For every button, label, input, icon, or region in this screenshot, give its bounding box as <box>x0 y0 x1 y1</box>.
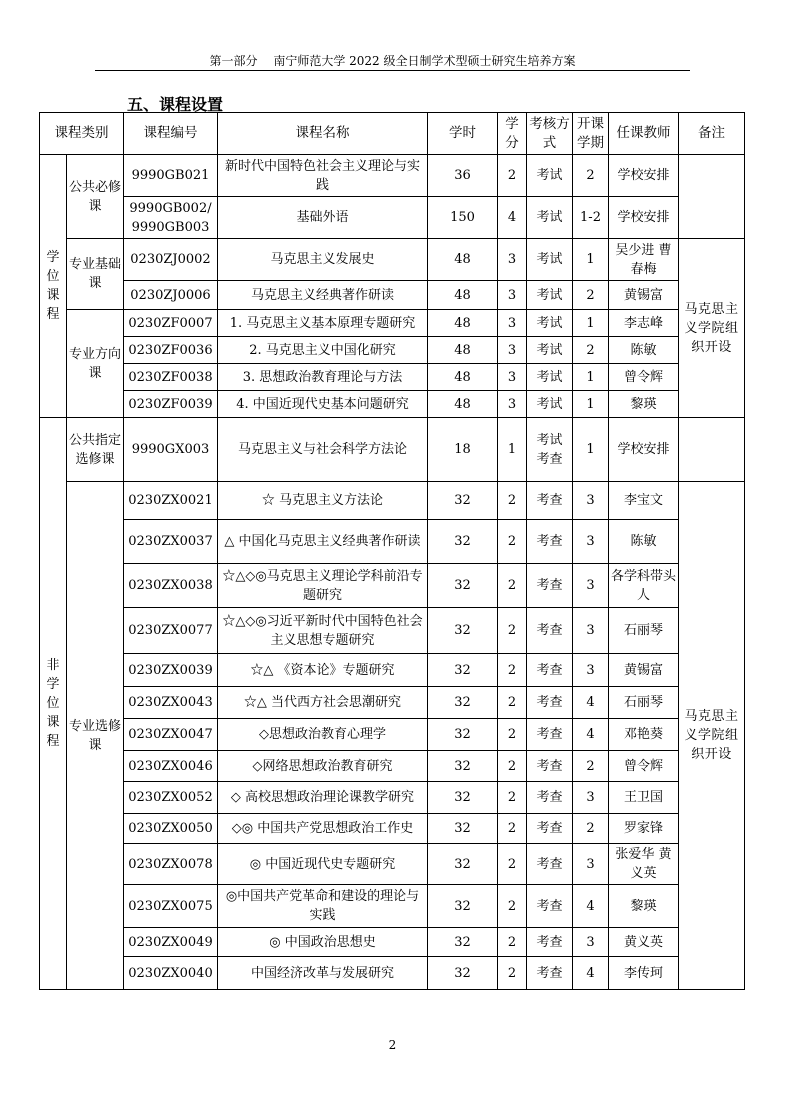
course-hours: 32 <box>428 719 498 751</box>
category-degree: 学位课程 <box>40 155 67 418</box>
course-teacher: 黄义英 <box>609 928 679 957</box>
course-code: 9990GB002/ 9990GB003 <box>124 197 218 239</box>
course-teacher: 李志峰 <box>609 310 679 337</box>
course-name: 基础外语 <box>218 197 428 239</box>
table-row <box>40 654 745 687</box>
course-term: 2 <box>573 155 609 197</box>
table-row <box>40 844 745 885</box>
course-term: 2 <box>573 337 609 364</box>
course-code: 0230ZF0039 <box>124 391 218 418</box>
course-exam: 考查 <box>527 482 573 520</box>
course-hours: 48 <box>428 391 498 418</box>
course-name: ☆△ 当代西方社会思潮研究 <box>218 687 428 719</box>
course-teacher: 石丽琴 <box>609 687 679 719</box>
course-term: 4 <box>573 719 609 751</box>
course-exam: 考查 <box>527 687 573 719</box>
course-name: △ 中国化马克思主义经典著作研读 <box>218 520 428 564</box>
course-teacher: 吴少进 曹春梅 <box>609 239 679 281</box>
course-credits: 2 <box>498 564 527 608</box>
course-code: 0230ZX0075 <box>124 885 218 928</box>
course-exam: 考试 <box>527 197 573 239</box>
course-credits: 3 <box>498 281 527 310</box>
table-row <box>40 482 745 520</box>
course-term: 3 <box>573 520 609 564</box>
course-exam: 考查 <box>527 564 573 608</box>
course-name: ◎中国共产党革命和建设的理论与实践 <box>218 885 428 928</box>
course-exam: 考查 <box>527 814 573 844</box>
course-exam: 考试 <box>527 155 573 197</box>
course-teacher: 邓艳葵 <box>609 719 679 751</box>
course-teacher: 黄锡富 <box>609 281 679 310</box>
course-name: ☆△◇◎马克思主义理论学科前沿专题研究 <box>218 564 428 608</box>
course-code: 0230ZX0046 <box>124 751 218 782</box>
col-header-teacher: 任课教师 <box>609 113 679 155</box>
course-table <box>39 112 745 990</box>
course-code: 0230ZX0052 <box>124 782 218 814</box>
course-teacher: 黄锡富 <box>609 654 679 687</box>
course-term: 2 <box>573 281 609 310</box>
subcategory-major-basic: 专业基础课 <box>67 239 124 310</box>
course-exam: 考试 <box>527 281 573 310</box>
course-term: 3 <box>573 928 609 957</box>
course-code: 0230ZX0043 <box>124 687 218 719</box>
course-hours: 32 <box>428 520 498 564</box>
course-hours: 32 <box>428 751 498 782</box>
course-teacher: 黎瑛 <box>609 885 679 928</box>
col-header-code: 课程编号 <box>124 113 218 155</box>
running-header <box>95 52 690 71</box>
course-name: ◇网络思想政治教育研究 <box>218 751 428 782</box>
course-code: 9990GX003 <box>124 418 218 482</box>
course-credits: 3 <box>498 364 527 391</box>
course-exam: 考试 <box>527 239 573 281</box>
header-part: 第一部分 <box>209 54 258 68</box>
subcategory-public-designated: 公共指定选修课 <box>67 418 124 482</box>
course-term: 4 <box>573 957 609 990</box>
course-teacher: 陈敏 <box>609 520 679 564</box>
course-hours: 48 <box>428 310 498 337</box>
course-credits: 2 <box>498 719 527 751</box>
course-hours: 36 <box>428 155 498 197</box>
course-name: ◇◎ 中国共产党思想政治工作史 <box>218 814 428 844</box>
table-row <box>40 310 745 337</box>
col-header-term: 开课学期 <box>573 113 609 155</box>
table-row <box>40 197 745 239</box>
table-row <box>40 337 745 364</box>
table-row <box>40 520 745 564</box>
course-code: 0230ZX0050 <box>124 814 218 844</box>
course-exam: 考试 考查 <box>527 418 573 482</box>
course-name: 马克思主义与社会科学方法论 <box>218 418 428 482</box>
table-row <box>40 608 745 654</box>
course-teacher: 李传珂 <box>609 957 679 990</box>
course-hours: 32 <box>428 654 498 687</box>
course-hours: 32 <box>428 957 498 990</box>
course-name: ◎ 中国近现代史专题研究 <box>218 844 428 885</box>
course-term: 4 <box>573 885 609 928</box>
course-exam: 考查 <box>527 957 573 990</box>
course-term: 1 <box>573 310 609 337</box>
course-exam: 考查 <box>527 719 573 751</box>
course-code: 0230ZJ0006 <box>124 281 218 310</box>
course-term: 2 <box>573 751 609 782</box>
col-header-note: 备注 <box>679 113 745 155</box>
course-credits: 2 <box>498 957 527 990</box>
course-credits: 2 <box>498 482 527 520</box>
subcategory-major-direction: 专业方向课 <box>67 310 124 418</box>
course-hours: 32 <box>428 885 498 928</box>
course-name: ☆△ 《资本论》专题研究 <box>218 654 428 687</box>
course-code: 0230ZX0021 <box>124 482 218 520</box>
course-code: 0230ZF0038 <box>124 364 218 391</box>
table-header-row <box>40 113 745 155</box>
course-term: 3 <box>573 564 609 608</box>
course-hours: 32 <box>428 782 498 814</box>
course-term: 1 <box>573 239 609 281</box>
course-name: 马克思主义经典著作研读 <box>218 281 428 310</box>
course-code: 0230ZX0038 <box>124 564 218 608</box>
course-exam: 考查 <box>527 520 573 564</box>
course-name: 马克思主义发展史 <box>218 239 428 281</box>
course-hours: 32 <box>428 482 498 520</box>
course-credits: 2 <box>498 885 527 928</box>
course-exam: 考查 <box>527 928 573 957</box>
course-code: 0230ZX0047 <box>124 719 218 751</box>
subcategory-major-elective: 专业选修课 <box>67 482 124 990</box>
course-name: ◇ 高校思想政治理论课教学研究 <box>218 782 428 814</box>
page-number: 2 <box>388 1038 397 1052</box>
course-hours: 32 <box>428 844 498 885</box>
course-exam: 考查 <box>527 885 573 928</box>
course-credits: 2 <box>498 654 527 687</box>
course-term: 1 <box>573 364 609 391</box>
note-marx-school: 马克思主义学院组织开设 <box>679 482 745 990</box>
course-code: 9990GB021 <box>124 155 218 197</box>
course-code: 0230ZX0039 <box>124 654 218 687</box>
note-empty <box>679 418 745 482</box>
course-teacher: 各学科带头人 <box>609 564 679 608</box>
section-title: 五、课程设置 <box>127 95 224 114</box>
col-header-credits: 学分 <box>498 113 527 155</box>
course-hours: 32 <box>428 687 498 719</box>
course-teacher: 张爱华 黄义英 <box>609 844 679 885</box>
course-name: ◎ 中国政治思想史 <box>218 928 428 957</box>
course-hours: 18 <box>428 418 498 482</box>
course-credits: 2 <box>498 844 527 885</box>
course-credits: 2 <box>498 751 527 782</box>
category-nondegree: 非学位课程 <box>40 418 67 990</box>
course-teacher: 王卫国 <box>609 782 679 814</box>
course-code: 0230ZF0007 <box>124 310 218 337</box>
table-row <box>40 751 745 782</box>
table-row <box>40 281 745 310</box>
col-header-name: 课程名称 <box>218 113 428 155</box>
course-exam: 考试 <box>527 337 573 364</box>
course-credits: 2 <box>498 687 527 719</box>
table-row <box>40 364 745 391</box>
col-header-category: 课程类别 <box>40 113 124 155</box>
course-credits: 3 <box>498 337 527 364</box>
course-hours: 32 <box>428 608 498 654</box>
course-teacher: 黎瑛 <box>609 391 679 418</box>
course-teacher: 曾令辉 <box>609 751 679 782</box>
table-row <box>40 719 745 751</box>
course-teacher: 罗家锋 <box>609 814 679 844</box>
course-credits: 2 <box>498 155 527 197</box>
course-exam: 考查 <box>527 654 573 687</box>
course-credits: 3 <box>498 310 527 337</box>
course-credits: 4 <box>498 197 527 239</box>
course-name: ◇思想政治教育心理学 <box>218 719 428 751</box>
table-row <box>40 687 745 719</box>
course-term: 1 <box>573 418 609 482</box>
course-credits: 2 <box>498 782 527 814</box>
course-teacher: 李宝文 <box>609 482 679 520</box>
course-hours: 150 <box>428 197 498 239</box>
course-teacher: 曾令辉 <box>609 364 679 391</box>
course-name: 4. 中国近现代史基本问题研究 <box>218 391 428 418</box>
course-teacher: 学校安排 <box>609 155 679 197</box>
table-row <box>40 391 745 418</box>
course-exam: 考试 <box>527 310 573 337</box>
course-teacher: 学校安排 <box>609 418 679 482</box>
table-row <box>40 814 745 844</box>
note-marx-school: 马克思主义学院组织开设 <box>679 239 745 418</box>
course-hours: 32 <box>428 928 498 957</box>
header-title: 南宁师范大学 2022 级全日制学术型硕士研究生培养方案 <box>273 54 576 68</box>
course-credits: 1 <box>498 418 527 482</box>
course-term: 3 <box>573 782 609 814</box>
table-row <box>40 885 745 928</box>
course-hours: 32 <box>428 814 498 844</box>
table-row <box>40 782 745 814</box>
course-code: 0230ZX0040 <box>124 957 218 990</box>
course-code: 0230ZX0037 <box>124 520 218 564</box>
course-name: 1. 马克思主义基本原理专题研究 <box>218 310 428 337</box>
course-exam: 考查 <box>527 782 573 814</box>
course-name: 3. 思想政治教育理论与方法 <box>218 364 428 391</box>
course-term: 3 <box>573 654 609 687</box>
course-credits: 2 <box>498 928 527 957</box>
course-term: 1 <box>573 391 609 418</box>
table-row <box>40 564 745 608</box>
course-teacher: 陈敏 <box>609 337 679 364</box>
course-term: 3 <box>573 608 609 654</box>
course-name: 2. 马克思主义中国化研究 <box>218 337 428 364</box>
col-header-hours: 学时 <box>428 113 498 155</box>
course-exam: 考查 <box>527 844 573 885</box>
course-credits: 3 <box>498 391 527 418</box>
course-credits: 3 <box>498 239 527 281</box>
course-code: 0230ZX0078 <box>124 844 218 885</box>
course-credits: 2 <box>498 608 527 654</box>
course-hours: 32 <box>428 564 498 608</box>
course-code: 0230ZJ0002 <box>124 239 218 281</box>
course-hours: 48 <box>428 281 498 310</box>
course-term: 1-2 <box>573 197 609 239</box>
col-header-exam: 考核方式 <box>527 113 573 155</box>
course-term: 4 <box>573 687 609 719</box>
note-empty <box>679 155 745 239</box>
course-code: 0230ZX0049 <box>124 928 218 957</box>
course-hours: 48 <box>428 364 498 391</box>
course-term: 3 <box>573 482 609 520</box>
course-name: 中国经济改革与发展研究 <box>218 957 428 990</box>
subcategory-public-required: 公共必修课 <box>67 155 124 239</box>
course-term: 3 <box>573 844 609 885</box>
course-name: ☆△◇◎习近平新时代中国特色社会主义思想专题研究 <box>218 608 428 654</box>
table-row <box>40 957 745 990</box>
course-credits: 2 <box>498 520 527 564</box>
table-row <box>40 928 745 957</box>
course-exam: 考试 <box>527 391 573 418</box>
course-code: 0230ZX0077 <box>124 608 218 654</box>
course-hours: 48 <box>428 239 498 281</box>
course-exam: 考查 <box>527 608 573 654</box>
table-row <box>40 418 745 482</box>
course-teacher: 石丽琴 <box>609 608 679 654</box>
course-exam: 考查 <box>527 751 573 782</box>
course-code: 0230ZF0036 <box>124 337 218 364</box>
course-exam: 考试 <box>527 364 573 391</box>
course-name: ☆ 马克思主义方法论 <box>218 482 428 520</box>
course-teacher: 学校安排 <box>609 197 679 239</box>
course-hours: 48 <box>428 337 498 364</box>
table-row <box>40 239 745 281</box>
course-credits: 2 <box>498 814 527 844</box>
course-term: 2 <box>573 814 609 844</box>
course-name: 新时代中国特色社会主义理论与实践 <box>218 155 428 197</box>
table-row <box>40 155 745 197</box>
